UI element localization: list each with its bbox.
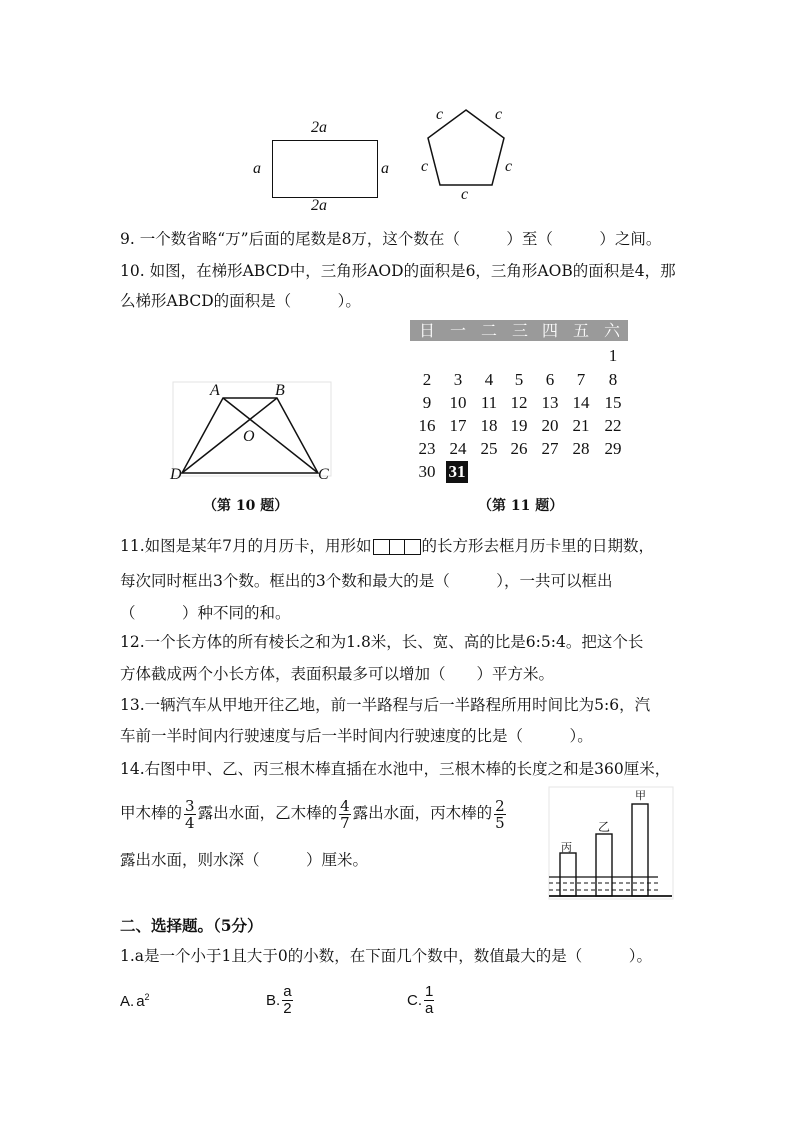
option-c: C. $\frac{1}{a}$ bbox=[407, 983, 434, 1017]
stick-yi-label: 乙 bbox=[598, 820, 611, 834]
rectangle-figure bbox=[272, 140, 378, 198]
calendar-day: 10 bbox=[449, 393, 467, 412]
calendar-day: 13 bbox=[541, 393, 559, 412]
calendar-day: 22 bbox=[604, 416, 622, 435]
three-box-shape bbox=[373, 539, 421, 555]
question-11-line1 bbox=[120, 536, 654, 556]
weekday-label: 一 bbox=[449, 321, 466, 340]
calendar-day: 7 bbox=[576, 370, 586, 389]
question-10-line1: 10. 如图，在梯形ABCD中，三角形AOD的面积是6，三角形AOB的面积是4，那 bbox=[120, 262, 676, 280]
calendar-day: 24 bbox=[449, 439, 467, 458]
calendar-day: 29 bbox=[604, 439, 622, 458]
question-9: 9. 一个数省略“万”后面的尾数是8万，这个数在（ ）至（ ）之间。 bbox=[120, 230, 662, 248]
calendar-day: 23 bbox=[418, 439, 436, 458]
question-14-line2 bbox=[120, 796, 508, 831]
vertex-d-label: D bbox=[170, 466, 182, 483]
calendar-day: 17 bbox=[449, 416, 467, 435]
question-12-line1: 12.一个长方体的所有棱长之和为1.8米，长、宽、高的比是6:5:4。把这个长 bbox=[120, 633, 644, 651]
pentagon-label: c bbox=[495, 106, 503, 123]
rect-top-label: 2a bbox=[311, 119, 327, 136]
pentagon-figure bbox=[420, 100, 520, 200]
calendar-day: 26 bbox=[510, 439, 528, 458]
stick-jia-label: 甲 bbox=[635, 789, 646, 802]
calendar-day: 2 bbox=[422, 370, 432, 389]
calendar-day: 15 bbox=[604, 393, 622, 412]
calendar-day: 25 bbox=[480, 439, 498, 458]
figure-10-caption: （第 10 题） bbox=[203, 498, 289, 514]
calendar-day: 28 bbox=[572, 439, 590, 458]
calendar-day: 5 bbox=[514, 370, 524, 389]
q14-text: 露出水面，丙木棒的 bbox=[352, 804, 493, 822]
question-11-line3: （ ）种不同的和。 bbox=[120, 604, 291, 622]
fraction-2-5: $\frac{2}{5}$ bbox=[495, 796, 505, 832]
pentagon-label: c bbox=[436, 106, 444, 123]
calendar-day: 12 bbox=[510, 393, 528, 412]
calendar-day: 19 bbox=[510, 416, 528, 435]
calendar-day: 8 bbox=[608, 370, 618, 389]
pentagon-label: c bbox=[421, 158, 429, 175]
calendar-day: 4 bbox=[484, 370, 494, 389]
stick-bing-label: 丙 bbox=[561, 841, 572, 854]
weekday-label: 二 bbox=[480, 321, 497, 340]
question-13-line2: 车前一半时间内行驶速度与后一半时间内行驶速度的比是（ ）。 bbox=[120, 727, 593, 745]
vertex-b-label: B bbox=[275, 382, 285, 399]
option-a: A. $a^2$ bbox=[120, 992, 150, 1010]
section-2-heading: 二、选择题。（5分） bbox=[120, 916, 263, 935]
calendar-day: 31 bbox=[446, 461, 468, 483]
calendar-day: 14 bbox=[572, 393, 590, 412]
calendar-day: 3 bbox=[453, 370, 463, 389]
calendar-day: 16 bbox=[418, 416, 436, 435]
calendar-day: 27 bbox=[541, 439, 559, 458]
vertex-a-label: A bbox=[210, 382, 220, 399]
weekday-label: 六 bbox=[603, 321, 620, 340]
question-12-line2: 方体截成两个小长方体，表面积最多可以增加（ ）平方米。 bbox=[120, 665, 555, 683]
question-11-text-b: 的长方形去框月历卡里的日期数， bbox=[421, 537, 655, 555]
weekday-label: 五 bbox=[572, 321, 589, 340]
calendar-day: 20 bbox=[541, 416, 559, 435]
weekday-label: 三 bbox=[511, 321, 528, 340]
vertex-c-label: C bbox=[318, 466, 329, 483]
weekday-label: 四 bbox=[541, 321, 558, 340]
question-10-line2: 么梯形ABCD的面积是（ ）。 bbox=[120, 292, 361, 310]
weekday-label: 日 bbox=[418, 321, 435, 340]
q14-text: 甲木棒的 bbox=[120, 804, 183, 822]
calendar-day: 21 bbox=[572, 416, 590, 435]
pentagon-label: c bbox=[505, 158, 513, 175]
calendar-day: 30 bbox=[418, 462, 436, 481]
calendar-day: 11 bbox=[480, 393, 498, 412]
option-b: B. $\frac{a}{2}$ bbox=[266, 983, 292, 1017]
calendar-day: 18 bbox=[480, 416, 498, 435]
rect-left-label: a bbox=[253, 160, 261, 177]
question-11-line2: 每次同时框出3个数。框出的3个数和最大的是（ ），一共可以框出 bbox=[120, 572, 613, 590]
rect-bottom-label: 2a bbox=[311, 197, 327, 214]
q14-text: 露出水面，乙木棒的 bbox=[197, 804, 338, 822]
pentagon-label: c bbox=[461, 186, 469, 203]
calendar-weekday-header bbox=[410, 320, 628, 341]
calendar-day: 1 bbox=[608, 346, 618, 365]
calendar-day: 6 bbox=[545, 370, 555, 389]
rect-right-label: a bbox=[381, 160, 389, 177]
figure-11-caption: （第 11 题） bbox=[478, 498, 564, 514]
calendar-day: 9 bbox=[422, 393, 432, 412]
question-13-line1: 13.一辆汽车从甲地开往乙地，前一半路程与后一半路程所用时间比为5:6，汽 bbox=[120, 696, 651, 714]
question-14-line3: 露出水面，则水深（ ）厘米。 bbox=[120, 851, 369, 869]
point-o-label: O bbox=[243, 428, 255, 445]
fraction-3-4: $\frac{3}{4}$ bbox=[185, 796, 195, 832]
fraction-4-7: $\frac{4}{7}$ bbox=[340, 796, 350, 832]
question-11-text-a: 11.如图是某年7月的月历卡，用形如 bbox=[120, 537, 372, 555]
mc-question-1: 1.a是一个小于1且大于0的小数，在下面几个数中，数值最大的是（ ）。 bbox=[120, 947, 653, 965]
question-14-line1: 14.右图中甲、乙、丙三根木棒直插在水池中，三根木棒的长度之和是360厘米， bbox=[120, 760, 671, 778]
